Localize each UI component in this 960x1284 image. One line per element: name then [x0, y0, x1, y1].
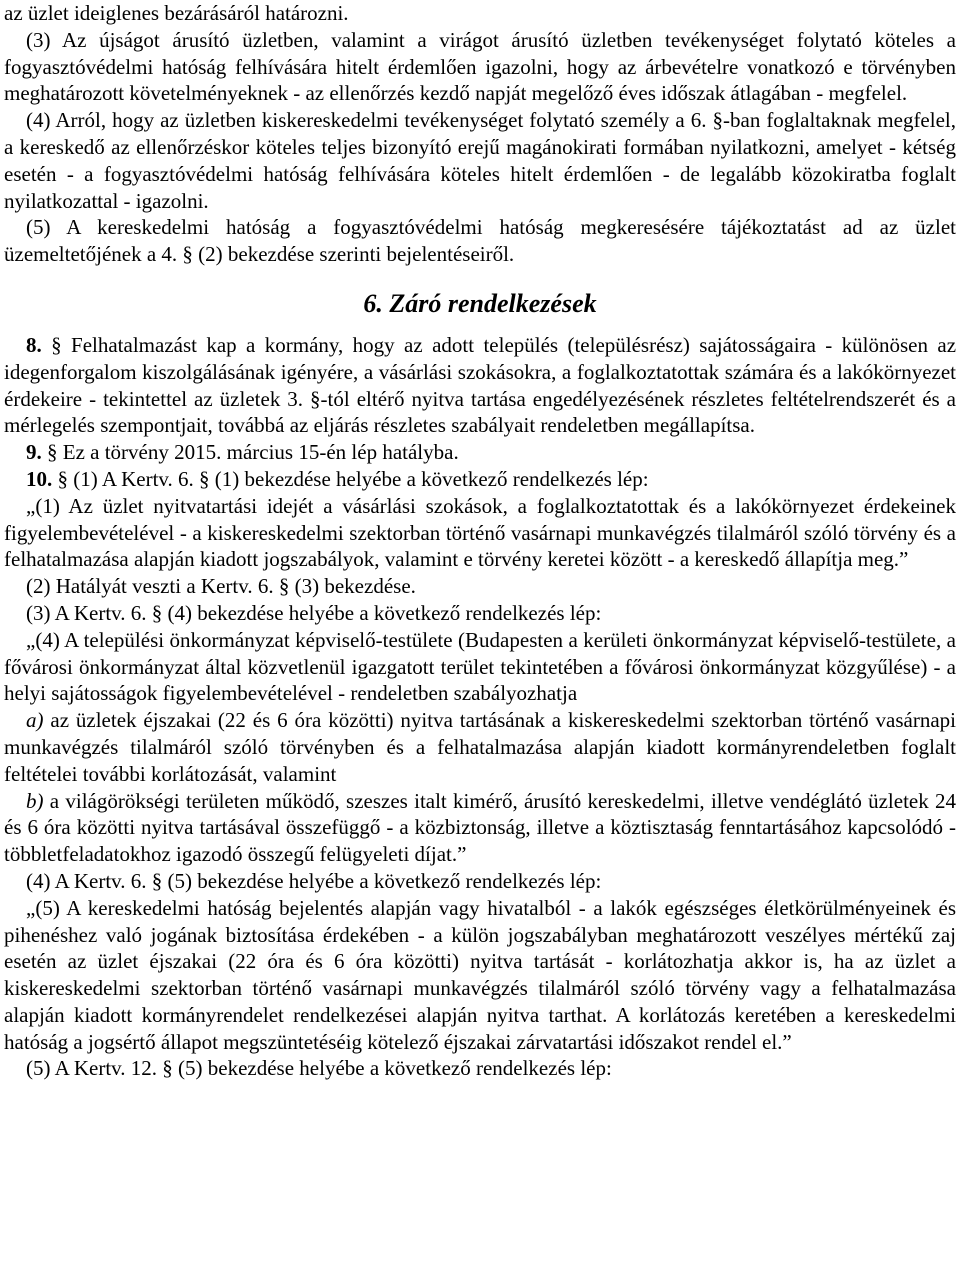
section-10-text: § (1) A Kertv. 6. § (1) bekezdése helyébe a következő rendelkezés lép:: [57, 466, 649, 491]
section-9-number: 9.: [26, 440, 47, 465]
quote-paragraph-4: „(4) A települési önkormányzat képviselő-testülete (Budapesten a kerületi önkormányzat képviselő-testülete, a fővárosi önkormányzat által közvetlenül igazgatott terület tekintetében a fővárosi önkormányzat közgyűlése) - a helyi sajátosságok figyelembevételével - rendeletben szabályozhatja: [4, 627, 956, 706]
paragraph-amend-12: (5) A Kertv. 12. § (5) bekezdése helyébe a következő rendelkezés lép:: [26, 1056, 612, 1081]
section-8-text: § Felhatalmazást kap a kormány, hogy az adott település (településrész) sajátosságaira - különösen az idegenforgalom kiszolgálásának igényére, a vásárlási szokásokra, a foglalkoztatottak számára és a lakókörnyezet érdekeire - tekintettel az üzletek 3. §-tól eltérő nyitva tartása engedélyezésének részletes feltételrendszerét és a mérlegelés szempontjait, továbbá az eljárás részletes szabályait rendeletben megállapítsa.: [4, 332, 957, 438]
list-item-b-text: a világörökségi területen működő, szeszes italt kimérő, árusító kereskedelmi, illetve vendéglátó üzletek 24 és 6 óra közötti nyitva tartásával összefüggő - a közbiztonság, illetve a köztisztaság fenntartásához kapcsolódó - többletfeladatokhoz igazodó összegű felügyeleti díjat.”: [4, 788, 956, 867]
document-page: [4, 0, 956, 1082]
section-8-number: 8.: [26, 332, 52, 357]
section-9-text: § Ez a törvény 2015. március 15-én lép hatályba.: [47, 440, 459, 465]
section-10: [4, 466, 956, 493]
quote-paragraph-5: „(5) A kereskedelmi hatóság bejelentés alapján vagy hivatalból - a lakók egészséges életkörülményeinek és pihenéshez való jogának biztosítása érdekében - a külön jogszabályban meghatározott veszélyes mértékű zaj esetén az üzlet éjszakai (22 óra és 6 óra közötti) nyitva tartását - korlátozhatja akkor is, ha az üzlet a kiskereskedelmi szektorban történő vasárnapi munkavégzés tilalmáról szóló törvény vagy a felhatalmazása alapján kiadott kormányrendelet rendelkezései alapján nyitva tarthat. A korlátozás keretében a kereskedelmi hatóság a jogsértő állapot megszüntetéséig kötelező éjszakai zárvatartási időszakot rendel el.”: [4, 895, 956, 1054]
section-8: [4, 332, 956, 439]
paragraph-amend-4: (3) A Kertv. 6. § (4) bekezdése helyébe a következő rendelkezés lép:: [26, 600, 602, 625]
paragraph-4: (4) Arról, hogy az üzletben kiskereskedelmi tevékenységet folytató személy a 6. §-ban foglaltaknak megfelel, a kereskedő az ellenőrzéskor köteles teljes bizonyító erejű magánokirati formában nyilatkozni, amelyet - kétség esetén - a fogyasztóvédelmi hatóság felhívására köteles hitelt érdemlően - de legalább közokiratba foglalt nyilatkozattal - igazolni.: [4, 108, 956, 213]
paragraph-3: (3) Az újságot árusító üzletben, valamint a virágot árusító üzletben tevékenységet folytató köteles a fogyasztóvédelmi hatóság felhívására hitelt érdemlően igazolni, hogy az árbevételre vonatkozó e törvényben meghatározott követelményeknek - az ellenőrzés kezdő napját megelőző éves időszak átlagában - megfelel.: [4, 27, 956, 106]
section-9: [4, 439, 956, 466]
list-item-a-letter: a): [26, 708, 44, 733]
section-heading: 6. Záró rendelkezések: [363, 288, 597, 318]
list-item-a-text: az üzletek éjszakai (22 és 6 óra közötti) nyitva tartásának a kiskereskedelmi szektorban történő vasárnapi munkavégzés tilalmáról szóló törvényben és a felhatalmazása alapján kiadott kormányrendeletben foglalt feltételei további korlátozását, valamint: [4, 708, 956, 786]
paragraph-closing-line: az üzlet ideiglenes bezárásáról határozni.: [4, 1, 349, 25]
list-item-b: [4, 788, 956, 868]
section-10-number: 10.: [26, 466, 58, 491]
list-item-b-letter: b): [26, 788, 44, 813]
paragraph-repeal: (2) Hatályát veszti a Kertv. 6. § (3) bekezdése.: [26, 574, 416, 599]
quote-paragraph-1: „(1) Az üzlet nyitvatartási idejét a vásárlási szokások, a foglalkoztatottak és a lakókörnyezet érdekeinek figyelembevételével - a kiskereskedelmi szektorban történő vasárnapi munkavégzés tilalmáról szóló törvény és a felhatalmazása alapján kiadott jogszabályok, valamint e törvény keretei között - a kereskedő állapítja meg.”: [4, 493, 956, 572]
paragraph-amend-5: (4) A Kertv. 6. § (5) bekezdése helyébe a következő rendelkezés lép:: [26, 868, 602, 893]
list-item-a: [4, 707, 956, 787]
paragraph-5: (5) A kereskedelmi hatóság a fogyasztóvédelmi hatóság megkeresésére tájékoztatást ad az üzlet üzemeltetőjének a 4. § (2) bekezdése szerinti bejelentéseiről.: [4, 215, 956, 267]
